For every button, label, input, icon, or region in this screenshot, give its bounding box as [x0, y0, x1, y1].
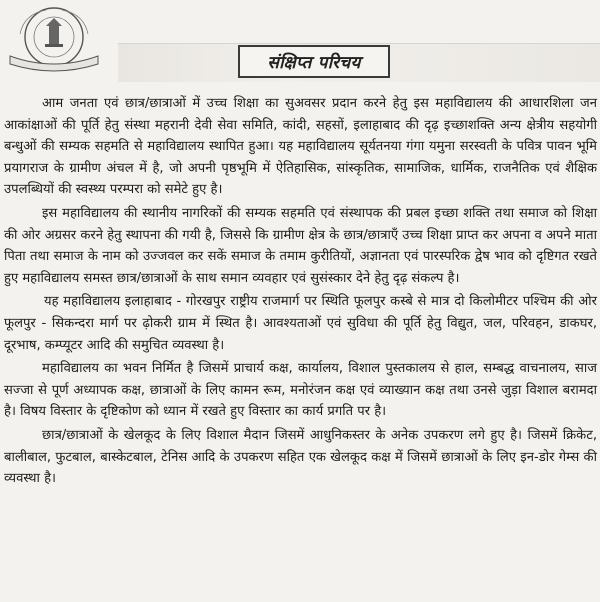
paragraph-building: महाविद्यालय का भवन निर्मित है जिसमें प्राचार्य कक्ष, कार्यालय, विशाल पुस्तकालय से हाल, सम्बद्ध वाचनालय, साज सज्जा से पूर्ण अध्यापक कक्ष, छात्राओं के लिए कामन रूम, मनोरंजन कक्ष एवं व्याख्यान कक्ष तथा उनसे जुड़ा विशाल बरामदा है। विषय विस्तार के दृष्टिकोण को ध्यान में रखते हुए विस्तार का कार्य प्रगति पर है।: [4, 361, 597, 420]
page-title: संक्षिप्त परिचय: [267, 53, 361, 73]
paragraph-establishment: आम जनता एवं छात्र/छात्राओं में उच्च शिक्षा का सुअवसर प्रदान करने हेतु इस महाविद्यालय की आधारशिला जन आकांक्षाओं की पूर्ति हेतु संस्था महरानी देवी सेवा समिति, कांदी, सहसों, इलाहाबाद की दृढ़ इच्छाशक्ति अन्य क्षेत्रीय सहयोगी बन्धुओं की सम्यक सहमति से महाविद्यालय स्थापित हुआ। यह महाविद्यालय सूर्यतनया गंगा यमुना सरस्वती के पवित्र पावन भूमि प्रयागराज के ग्रामीण अंचल में है, जो अपनी पृष्ठभूमि में ऐतिहासिक, सांस्कृतिक, सामाजिक, धार्मिक, राजनैतिक एवं शैक्षिक उपलब्धियों की स्वस्थ्य परम्परा को समेटे हुए है।: [4, 96, 597, 198]
college-seal-icon: [6, 4, 102, 74]
paragraph-sports: छात्र/छात्राओं के खेलकूद के लिए विशाल मैदान जिसमें आधुनिकस्तर के अनेक उपकरण लगे हुए है। जिसमें क्रिकेट, बालीबाल, फुटबाल, बास्केटबाल, टेनिस आदि के उपकरण सहित एक खेलकूद कक्ष में जिसमें छात्राओं के लिए इन-डोर गेम्स की व्यवस्था है।: [4, 427, 597, 487]
paragraph-location: यह महाविद्यालय इलाहाबाद - गोरखपुर राष्ट्रीय राजमार्ग पर स्थिति फूलपुर कस्बे से मात्र दो किलोमीटर पश्चिम की ओर फूलपुर - सिकन्दरा मार्ग पर ढ़ोकरी ग्राम में स्थित है। आवश्यताओं एवं सुविधा की पूर्ति हेतु विद्युत, जल, परिवहन, डाकघर, दूरभाष, कम्प्यूटर आदि की समुचित व्यवस्था है।: [4, 294, 597, 353]
college-logo: [6, 4, 102, 74]
paragraph-objective: इस महाविद्यालय की स्थानीय नागरिकों की सम्यक सहमति एवं संस्थापक की प्रबल इच्छा शक्ति तथा समाज को शिक्षा की ओर अग्रसर करने हेतु स्थापना की गयी है, जिससे कि ग्रामीण क्षेत्र के छात्र/छात्राएँ उच्च शिक्षा प्राप्त कर अपना व अपने माता पिता तथा समाज के नाम को उज्जवल कर सकें समाज के तमाम कुरीतियों, अज्ञानता एवं पारस्परिक द्वेष भाव को दृष्टिगत रखते हुए महाविद्यालय समस्त छात्र/छात्राओं के साथ समान व्यवहार एवं सुसंस्कार देने हेतु दृढ़ संकल्प है।: [4, 205, 597, 286]
document-body: [4, 93, 597, 492]
title-box: [238, 45, 390, 78]
